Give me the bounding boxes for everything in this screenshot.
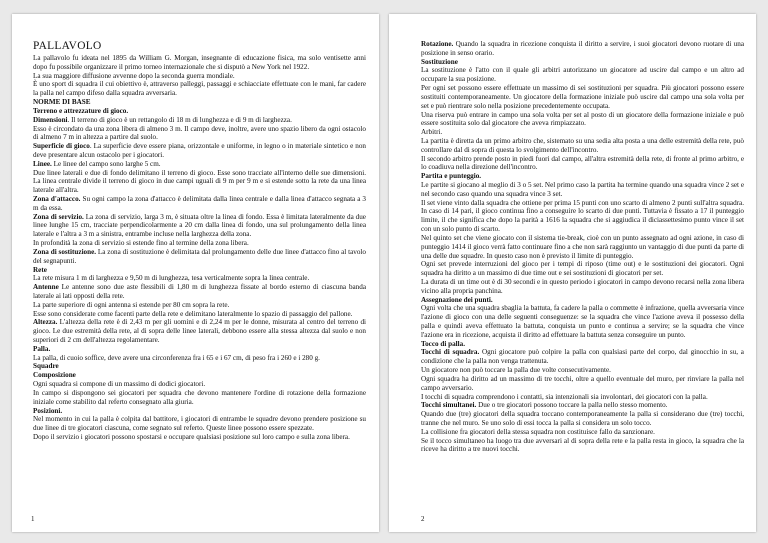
- paragraph: [33, 72, 366, 81]
- paragraph: [421, 304, 744, 339]
- paragraph-text: La collisione fra giocatori della stessa squadra non costituisce fallo da sanzionare.: [421, 427, 655, 436]
- paragraph-text: La sua maggiore diffusione avvenne dopo la seconda guerra mondiale.: [33, 71, 235, 80]
- lead-term: Superficie di gioco: [33, 142, 90, 151]
- paragraph: [33, 415, 366, 433]
- paragraph: [33, 433, 366, 442]
- paragraph-text: La zona di servizio, larga 3 m, è situata oltre la linea di fondo. Essa è limitata lateralmente da due linee lunghe 15 cm, tracciate perpendicolarmente a 20 cm dalla linea di fondo, una sul prolungamento della linea laterale e l'altra a 3 m a sinistra, entrambe incluse nella larghezza della zona.: [33, 212, 366, 239]
- paragraph-text: Una riserva può entrare in campo una sola volta per set al posto di un giocatore della formazione iniziale e può essere sostituita solo dal giocatore che aveva rimpiazzato.: [421, 110, 744, 128]
- paragraph-text: In campo si dispongono sei giocatori per squadra che devono mantenere l'ordine di rotazione della formazione iniziale come stabilito dal referto consegnato alla giuria.: [33, 388, 366, 406]
- paragraph: [421, 84, 744, 110]
- paragraph-text: La partita è diretta da un primo arbitro che, sistemato su una sedia alta posta a una delle estremità della rete, può controllare dal di sopra di questa lo svolgimento dell'incontro.: [421, 136, 744, 154]
- heading-text: Composizione: [33, 371, 76, 380]
- paragraph: [421, 401, 744, 410]
- paragraph-text: Ogni squadra ha diritto ad un massimo di tre tocchi, oltre a quello eventuale del muro, per rinviare la palla nel campo avversario.: [421, 374, 744, 392]
- paragraph-text: . Il terreno di gioco è un rettangolo di 18 m di lunghezza e di 9 m di larghezza.: [67, 115, 292, 124]
- page-2-paragraphs: [421, 40, 744, 454]
- paragraph: [421, 155, 744, 173]
- paragraph-text: La pallavolo fu ideata nel 1895 da William G. Morgan, insegnante di educazione fisica, ma solo ventisette anni dopo fu possibile organizzare il primo torneo internazionale che si disputò a New York nel 1922.: [33, 54, 366, 71]
- paragraph: [33, 389, 366, 407]
- paragraph-text: La palla, di cuoio soffice, deve avere una circonferenza fra i 65 e i 67 cm, di peso fra i 260 e i 280 g.: [33, 353, 320, 362]
- paragraph-text: La sostituzione è l'atto con il quale gli arbitri autorizzano un giocatore ad uscire dal campo e un altro ad occupare la sua posizione.: [421, 66, 744, 84]
- heading-text: Squadre: [33, 362, 59, 371]
- paragraph-text: Ogni volta che una squadra sbaglia la battuta, fa cadere la palla o commette è infrazione, quella avversaria vince l'azione di gioco con una delle seguenti conseguenze: se la squadra che vince l'azione aveva il possesso della palla e quindi aveva effettuato la battuta, conquista un punto e continua a servire; se la squadra che vince l'azione era in ricezione, acquista il diritto ad effettuare la battuta senza conseguire un punto.: [421, 304, 744, 339]
- heading-text: NORME DI BASE: [33, 98, 91, 107]
- lead-term: Rotazione.: [421, 40, 454, 48]
- paragraph-text: Le antenne sono due aste flessibili di 1,80 m di lunghezza fissate al bordo esterno di ciascuna banda laterale ai lati opposti della rete.: [33, 283, 366, 300]
- lead-term: Dimensioni: [33, 115, 68, 124]
- paragraph-text: Un giocatore non può toccare la palla due volte consecutivamente.: [421, 366, 611, 375]
- paragraph: [33, 116, 366, 125]
- paragraph: [421, 437, 744, 455]
- lead-term: Linee.: [33, 159, 52, 168]
- paragraph: [421, 111, 744, 129]
- paragraph-text: Due o tre giocatori possono toccare la palla nello stesso momento.: [476, 401, 668, 410]
- paragraph-text: Quando due (tre) giocatori della squadra toccano contemporaneamente la palla si considerano due (tre) tocchi, tranne che nel muro. Se uno solo di essi tocca la palla si considera un solo tocco.: [421, 410, 744, 427]
- section-heading: [421, 296, 744, 305]
- lead-term: Altezza.: [33, 318, 58, 327]
- lead-term: Zona d'attacco.: [33, 195, 81, 203]
- lead-term: Tocchi simultanei.: [421, 401, 477, 410]
- paragraph-text: Ogni set prevede interruzioni del gioco per i tempi di riposo (time out) e le sostituzioni dei giocatori. Ogni squadra ha diritto a un massimo di due time out e sei sostituzioni di giocatori per set.: [421, 260, 744, 278]
- heading-text: Partita e punteggio.: [421, 172, 482, 181]
- paragraph: [33, 125, 366, 143]
- paragraph: [33, 283, 366, 301]
- page-1-paragraphs: [33, 54, 366, 442]
- paragraph: [33, 169, 366, 195]
- heading-text: Rete: [33, 265, 47, 274]
- paragraph-text: In profondità la zona di servizio si estende fino al termine della zona libera.: [33, 239, 249, 248]
- paragraph-text: Su ogni campo la zona d'attacco è delimitata dalla linea centrale e dalla linea d'attacco segnata a 3 m da essa.: [33, 195, 366, 212]
- paragraph-text: Quando la squadra in ricezione conquista il diritto a servire, i suoi giocatori devono ruotare di una posizione in senso orario.: [421, 40, 744, 57]
- section-heading: [33, 371, 366, 380]
- paragraph-text: La parte superiore di ogni antenna si estende per 80 cm sopra la rete.: [33, 300, 230, 309]
- paragraph-text: Arbitri.: [421, 128, 443, 137]
- paragraph-text: Le linee del campo sono larghe 5 cm.: [51, 159, 161, 168]
- paragraph: [421, 366, 744, 375]
- section-heading: [33, 362, 366, 371]
- section-heading: [421, 58, 744, 67]
- page-number-1: 1: [31, 515, 35, 523]
- paragraph: [33, 54, 366, 72]
- paragraph: [33, 239, 366, 248]
- paragraph-text: Ogni giocatore può colpire la palla con qualsiasi parte del corpo, dal ginocchio in su, a condizione che la palla non venga trattenuta.: [421, 348, 744, 366]
- paragraph-text: Due linee laterali e due di fondo delimitano il terreno di gioco. Esse sono tracciate all'interno delle sue dimensioni. La linea centrale divide il terreno di gioco in due campi uguali di 9 m per 9 m e si estende sotto la rete da una linea laterale all'altra.: [33, 168, 366, 195]
- paragraph: [33, 142, 366, 160]
- paragraph-text: Le partite si giocano al meglio di 3 o 5 set. Nel primo caso la partita ha termine quando una squadra vince 2 set e nel secondo caso quando una squadra vince 3 set.: [421, 181, 744, 198]
- document-title: PALLAVOLO: [33, 40, 102, 52]
- page-1-text: [33, 40, 366, 512]
- paragraph-text: Esso è circondato da una zona libera di almeno 3 m. Il campo deve, inoltre, avere uno spazio libero da ogni ostacolo di almeno 7 m in altezza a partire dal suolo.: [33, 124, 366, 142]
- section-heading: [33, 266, 366, 275]
- paragraph-text: Per ogni set possono essere effettuate un massimo di sei sostituzioni per squadra. Più giocatori possono essere sostituiti contemporaneamente. Un giocatore della formazione iniziale può uscire dal campo una sola volta per set e può rientrare solo nella posizione precedentemente occupata.: [421, 84, 744, 110]
- section-heading: [421, 172, 744, 181]
- paragraph-text: Esse sono considerate come facenti parte della rete e delimitano lateralmente lo spazio di passaggio del pallone.: [33, 309, 353, 318]
- paragraph: [421, 410, 744, 428]
- lead-term: Zona di sostituzione.: [33, 247, 97, 256]
- paragraph: [421, 260, 744, 278]
- paragraph-text: La durata di un time out è di 30 secondi e in questo periodo i giocatori in campo devono recarsi nella zona libera vicino alla propria panchina.: [421, 277, 744, 295]
- paragraph: [421, 348, 744, 366]
- paragraph: [421, 278, 744, 296]
- section-heading: [421, 340, 744, 349]
- paragraph: [421, 181, 744, 199]
- section-heading: [33, 107, 366, 116]
- paragraph: [33, 301, 366, 310]
- heading-text: Posizioni.: [33, 406, 63, 415]
- heading-text: Assegnazione dei punti.: [421, 295, 493, 304]
- paragraph: [33, 160, 366, 169]
- document-page-2: [389, 14, 756, 532]
- paragraph-text: I tocchi di squadra comprendono i contatti, sia intenzionali sia involontari, dei giocatori con la palla.: [421, 392, 708, 401]
- paragraph-text: La zona di sostituzione è delimitata dal prolungamento delle due linee d'attacco fino al tavolo del segnapunti.: [33, 247, 366, 265]
- heading-text: Tocco di palla.: [421, 339, 465, 348]
- paragraph-text: L'altezza della rete è di 2,43 m per gli uomini e di 2,24 m per le donne, misurata al centro del terreno di gioco. Le due estremità della rete, al di sopra delle linee laterali, debbono essere alla stessa altezza dal suolo e non superiori di 2 cm dell'altezza regolamentare.: [33, 318, 366, 344]
- paragraph-text: Nel quinto set che viene giocato con il sistema tie-break, cioè con un punto assegnato ad ogni azione, in caso di punteggio 1414 il gioco verrà fatto continuare fino a che non sarà raggiunto un vantaggio di due punti da parte di una delle due squadre. In questo caso non è previsto il limite di punteggio.: [421, 233, 744, 260]
- paragraph: [421, 428, 744, 437]
- paragraph: [33, 310, 366, 319]
- heading-text: Sostituzione: [421, 57, 458, 66]
- heading-text: Terreno e attrezzature di gioco.: [33, 106, 129, 115]
- paragraph: [421, 40, 744, 58]
- paragraph-text: . La superficie deve essere piana, orizzontale e uniforme, in legno o in materiale sintetico e non deve presentare alcun ostacolo per i giocatori.: [33, 142, 366, 159]
- paragraph-text: È uno sport di squadra il cui obiettivo è, attraverso palleggi, passaggi e schiacciate effettuate con le mani, far cadere la palla nel campo difeso dalla squadra avversaria.: [33, 80, 366, 98]
- paragraph: [421, 128, 744, 137]
- paragraph-text: Il set viene vinto dalla squadra che ottiene per prima 15 punti con uno scarto di almeno 2 punti sull'altra squadra. In caso di 14 pari, il gioco continua fino a conseguire lo scarto di due punti. Tuttavia è fissato a 17 il punteggio limite, il che significa che dopo la parità a 1616 la squadra che si aggiudica il diciassettesimo punto vince il set con un solo punto di scarto.: [421, 198, 744, 234]
- paragraph-text: Nel momento in cui la palla è colpita dal battitore, i giocatori di entrambe le squadre devono prendere posizione su due linee di tre giocatori ciascuna, come segnato sul referto. Queste linee possono essere spezzate.: [33, 415, 366, 433]
- paragraph-text: Ogni squadra si compone di un massimo di dodici giocatori.: [33, 380, 206, 389]
- paragraph: [421, 375, 744, 393]
- page-number-2: 2: [421, 515, 425, 523]
- paragraph: [33, 380, 366, 389]
- heading-text: Palla.: [33, 344, 51, 353]
- paragraph: [33, 274, 366, 283]
- paragraph-text: La rete misura 1 m di larghezza e 9,50 m di lunghezza, tesa verticalmente sopra la linea centrale.: [33, 274, 310, 283]
- paragraph-text: Se il tocco simultaneo ha luogo tra due avversari al di sopra della rete e la palla resta in gioco, la squadra che la riceve ha diritto a tre nuovi tocchi.: [421, 436, 744, 454]
- lead-term: Zona di servizio.: [33, 212, 84, 221]
- paragraph: [421, 199, 744, 234]
- paragraph: [33, 80, 366, 98]
- paragraph: [421, 137, 744, 155]
- paragraph-text: Dopo il servizio i giocatori possono spostarsi e occupare qualsiasi posizione sul loro campo e sulla zona libera.: [33, 432, 350, 441]
- paragraph: [421, 393, 744, 402]
- paragraph: [33, 195, 366, 213]
- document-page-1: [12, 14, 379, 532]
- section-heading: [33, 98, 366, 107]
- section-heading: [33, 407, 366, 416]
- paragraph: [33, 354, 366, 363]
- paragraph-text: Il secondo arbitro prende posto in piedi fuori dal campo, all'altra estremità della rete, di fronte al primo arbitro, e lo coadiuva nella direzione dell'incontro.: [421, 154, 744, 172]
- paragraph: [33, 213, 366, 239]
- page-2-text: [421, 40, 744, 512]
- paragraph: [33, 318, 366, 344]
- paragraph: [421, 234, 744, 260]
- paragraph: [33, 248, 366, 266]
- section-heading: [33, 345, 366, 354]
- lead-term: Antenne: [33, 283, 59, 292]
- lead-term: Tocchi di squadra.: [421, 348, 480, 357]
- paragraph: [421, 66, 744, 84]
